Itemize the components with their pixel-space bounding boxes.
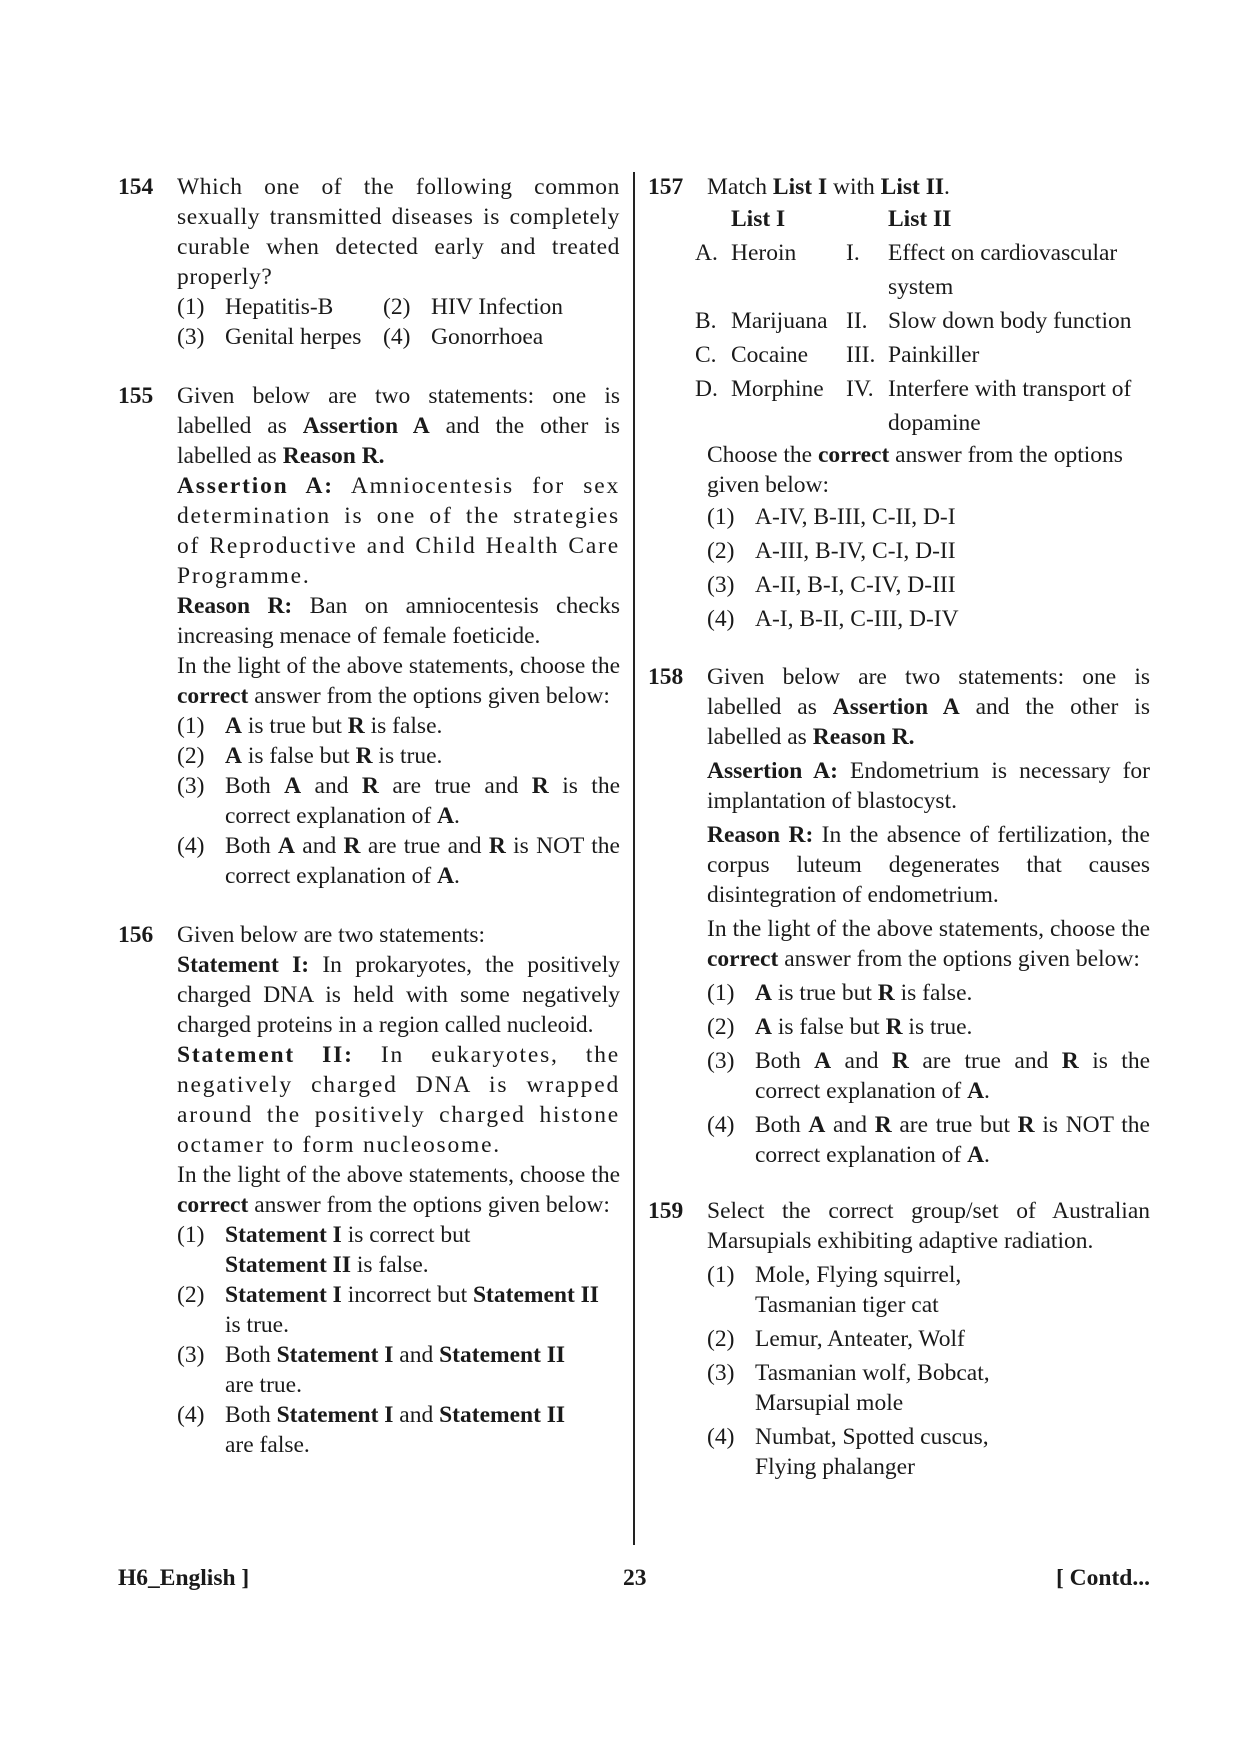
option-text: Genital herpes [225,324,362,350]
option-3: (3) Both Statement I and Statement II are true. [177,1342,566,1398]
list-1-item: Cocaine [731,342,808,368]
option-number: (1) [177,294,205,320]
continued-label: [ Contd... [1055,1565,1150,1591]
question-156 [118,920,620,1460]
list-2-item: Slow down body function [888,308,1132,334]
reason: Reason R: Ban on amniocentesis checks increasing menace of female foeticide. [177,593,620,649]
statement-2: Statement II: In eukaryotes, the negatively charged DNA is wrapped around the positively charged histone octamer to form nucleosome. [177,1042,620,1158]
option-text: HIV Infection [431,294,564,320]
question-154 [118,172,620,352]
row-numeral: III. [846,342,876,368]
option-4: (4) Both A and R are true but R is NOT the correct explanation of A. [707,1112,1150,1168]
option-text: Gonorrhoea [431,324,544,350]
options [707,500,1150,636]
question-159 [648,1196,1150,1482]
assertion: Assertion A: Endometrium is necessary for implantation of blastocyst. [707,758,1151,814]
option-1: (1) Statement I is correct but Statement II is false. [177,1222,471,1278]
list-2-item: Painkiller [888,342,980,368]
question-158 [648,662,1150,1170]
row-key: B. [695,308,717,334]
question-intro: Given below are two statements: [177,922,486,948]
list-1-item: Morphine [731,376,824,402]
option-2: (2) A is false but R is true. [177,743,443,769]
question-text: Which one of the following common sexually transmitted diseases is completely curable when detected early and treated properly? [177,174,620,290]
row-numeral: II. [846,308,868,334]
option-1: (1) A-IV, B-III, C-II, D-I [707,504,956,530]
option-number: (3) [177,324,205,350]
option-1: (1) A is true but R is false. [707,980,973,1006]
option-4: (4) Both A and R are true and R is NOT the correct explanation of A. [177,833,620,889]
option-4: (4) A-I, B-II, C-III, D-IV [707,606,959,632]
option-1: (1) Mole, Flying squirrel, Tasmanian tiger cat [707,1262,962,1318]
options [177,292,620,352]
paper-code: H6_English ] [118,1565,250,1591]
option-2: (2) A is false but R is true. [707,1014,973,1040]
option-number: (4) [383,324,411,350]
row-key: D. [695,376,718,402]
choose-instruction: In the light of the above statements, choose the correct answer from the options given below: [177,653,620,709]
question-number: 154 [118,174,154,200]
option-4: (4) Both Statement I and Statement II are false. [177,1402,566,1458]
question-intro: Match List I with List II. [707,174,950,200]
row-numeral: I. [846,240,860,266]
page-footer [118,1565,1150,1599]
option-1: (1) A is true but R is false. [177,713,443,739]
reason: Reason R: In the absence of fertilization, the corpus luteum degenerates that causes disintegration of endometrium. [707,822,1150,908]
list-1-header: List I [731,206,786,232]
row-key: C. [695,342,717,368]
question-number: 159 [648,1198,684,1224]
list-2-item: Effect on cardiovascular system [888,240,1118,300]
option-2: (2) A-III, B-IV, C-I, D-II [707,538,956,564]
question-intro: Given below are two statements: one is labelled as Assertion A and the other is labelled as Reason R. [707,664,1150,750]
right-column [648,172,1150,1482]
question-number: 155 [118,383,154,409]
option-1 [177,292,383,322]
option-3: (3) A-II, B-I, C-IV, D-III [707,572,956,598]
option-3: (3) Tasmanian wolf, Bobcat, Marsupial mole [707,1360,990,1416]
list-2-item: Interfere with transport of dopamine [888,376,1132,436]
option-2 [383,292,620,322]
match-table [695,202,1150,440]
option-2: (2) Statement I incorrect but Statement II is true. [177,1282,599,1338]
option-4: (4) Numbat, Spotted cuscus, Flying phalanger [707,1424,989,1480]
option-3 [177,322,383,352]
row-numeral: IV. [846,376,874,402]
option-number: (2) [383,294,411,320]
statement-1: Statement I: In prokaryotes, the positively charged DNA is held with some negatively charged proteins in a region called nucleoid. [177,952,620,1038]
choose-instruction: In the light of the above statements, choose the correct answer from the options given below: [177,1162,620,1218]
option-3: (3) Both A and R are true and R is the correct explanation of A. [707,1048,1151,1104]
column-divider [633,172,635,1545]
option-4 [383,322,620,352]
row-key: A. [695,240,718,266]
question-number: 158 [648,664,684,690]
question-155 [118,381,620,891]
choose-instruction: Choose the correct answer from the options given below: [707,442,1123,498]
question-157 [648,172,1150,636]
question-text: Select the correct group/set of Australian Marsupials exhibiting adaptive radiation. [707,1198,1150,1254]
page-number: 23 [623,1565,647,1591]
list-1-item: Marijuana [731,308,828,334]
option-text: Hepatitis-B [225,294,334,320]
left-column [118,172,620,1460]
choose-instruction: In the light of the above statements, choose the correct answer from the options given below: [707,916,1150,972]
list-2-header: List II [888,206,952,232]
option-2: (2) Lemur, Anteater, Wolf [707,1326,965,1352]
question-number: 157 [648,174,684,200]
assertion: Assertion A: Amniocentesis for sex determination is one of the strategies of Reproductive and Child Health Care Programme. [177,473,620,589]
question-intro: Given below are two statements: one is labelled as Assertion A and the other is labelled as Reason R. [177,383,620,469]
option-3: (3) Both A and R are true and R is the correct explanation of A. [177,773,621,829]
question-number: 156 [118,922,154,948]
list-1-item: Heroin [731,240,797,266]
